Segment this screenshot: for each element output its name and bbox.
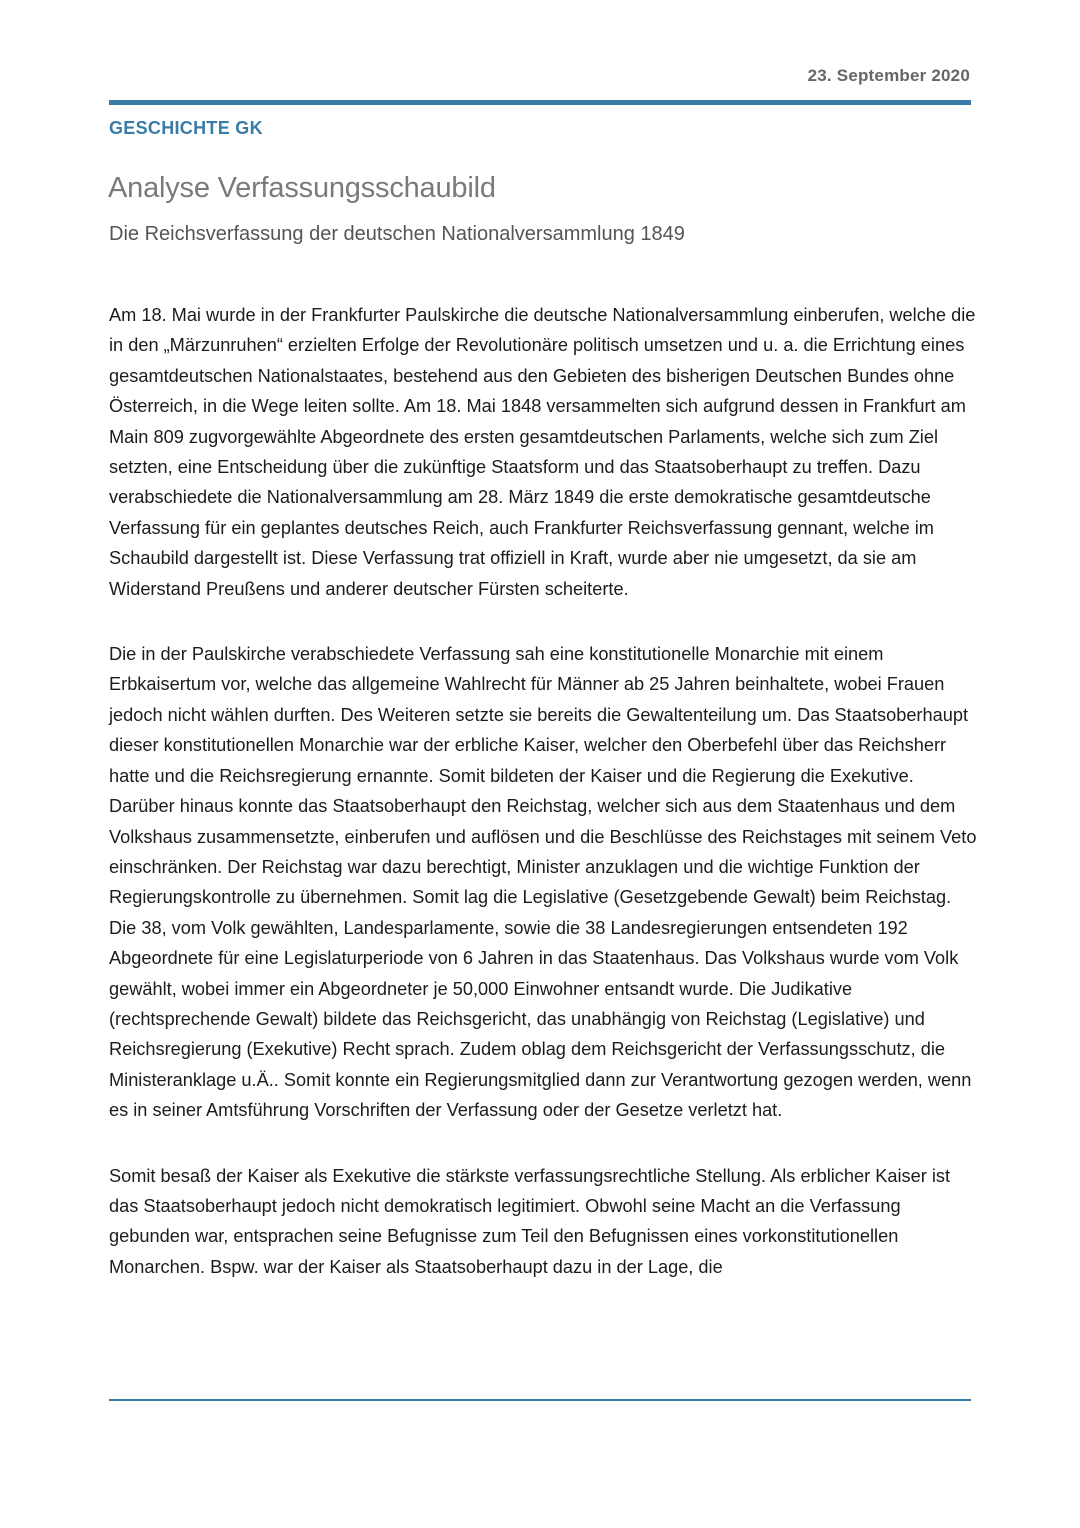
subject-heading: GESCHICHTE GK xyxy=(109,118,263,138)
footer-divider xyxy=(109,1399,971,1401)
body-paragraph: Die in der Paulskirche verabschiedete Verfassung sah eine konstitutionelle Monarchie mit einem Erbkaisertum vor, welche das allgemeine Wahlrecht für Männer ab 25 Jahren beinhaltete, wobei Frauen jedoch nicht wählen durften. Des Weiteren setzte sie bereits die Gewaltenteilung um. Das Staatsoberhaupt dieser konstitutionellen Monarchie war der erbliche Kaiser, welcher den Oberbefehl über das Reichsherr hatte und die Reichsregierung ernannte. Somit bildeten der Kaiser und die Regierung die Exekutive. Darüber hinaus konnte das Staatsoberhaupt den Reichstag, welcher sich aus dem Staatenhaus und dem Volkshaus zusammensetzte, einberufen und auflösen und die Beschlüsse des Reichstages mit seinem Veto einschränken. Der Reichstag war dazu berechtigt, Minister anzuklagen und die wichtige Funktion der Regierungskontrolle zu übernehmen. Somit lag die Legislative (Gesetzgebende Gewalt) beim Reichstag. Die 38, vom Volk gewählten, Landesparlamente, sowie die 38 Landesregierungen entsendeten 192 Abgeordnete für eine Legislaturperiode von 6 Jahren in das Staatenhaus. Das Volkshaus wurde vom Volk gewählt, wobei immer ein Abgeordneter je 50,000 Einwohner entsandt wurde. Die Judikative (rechtsprechende Gewalt) bildete das Reichsgericht, das unabhängig von Reichstag (Legislative) und Reichsregierung (Exekutive) Recht sprach. Zudem oblag dem Reichsgericht der Verfassungsschutz, die Ministeranklage u.Ä.. Somit konnte ein Regierungsmitglied dann zur Verantwortung gezogen werden, wenn es in seiner Amtsführung Vorschriften der Verfassung oder der Gesetze verletzt hat. xyxy=(109,644,977,1121)
body-paragraph: Am 18. Mai wurde in der Frankfurter Paulskirche die deutsche Nationalversammlung einberufen, welche die in den „Märzunruhen“ erzielten Erfolge der Revolutionäre politisch umsetzen und u. a. die Errichtung eines gesamtdeutschen Nationalstaates, bestehend aus den Gebieten des bisherigen Deutschen Bundes ohne Österreich, in die Wege leiten sollte. Am 18. Mai 1848 versammelten sich aufgrund dessen in Frankfurt am Main 809 zugvorgewählte Abgeordnete des ersten gesamtdeutschen Parlaments, welche sich zum Ziel setzten, eine Entscheidung über die zukünftige Staatsform und das Staatsoberhaupt zu treffen. Dazu verabschiedete die Nationalversammlung am 28. März 1849 die erste demokratische gesamtdeutsche Verfassung für ein geplantes deutsches Reich, auch Frankfurter Reichsverfassung gennant, welche im Schaubild dargestellt ist. Diese Verfassung trat offiziell in Kraft, wurde aber nie umgesetzt, da sie am Widerstand Preußens und anderer deutscher Fürsten scheiterte. xyxy=(109,305,976,599)
document-subtitle: Die Reichsverfassung der deutschen Nationalversammlung 1849 xyxy=(109,223,685,245)
document-date: 23. September 2020 xyxy=(807,66,970,85)
document-title: Analyse Verfassungsschaubild xyxy=(108,172,496,204)
body-paragraph: Somit besaß der Kaiser als Exekutive die stärkste verfassungsrechtliche Stellung. Als erblicher Kaiser ist das Staatsoberhaupt jedoch nicht demokratisch legitimiert. Obwohl seine Macht an die Verfassung gebunden war, entsprachen seine Befugnisse zum Teil den Befugnissen eines vorkonstitutionellen Monarchen. Bspw. war der Kaiser als Staatsoberhaupt dazu in der Lage, die xyxy=(109,1165,951,1277)
header-divider xyxy=(109,100,971,105)
document-body xyxy=(109,300,979,1317)
